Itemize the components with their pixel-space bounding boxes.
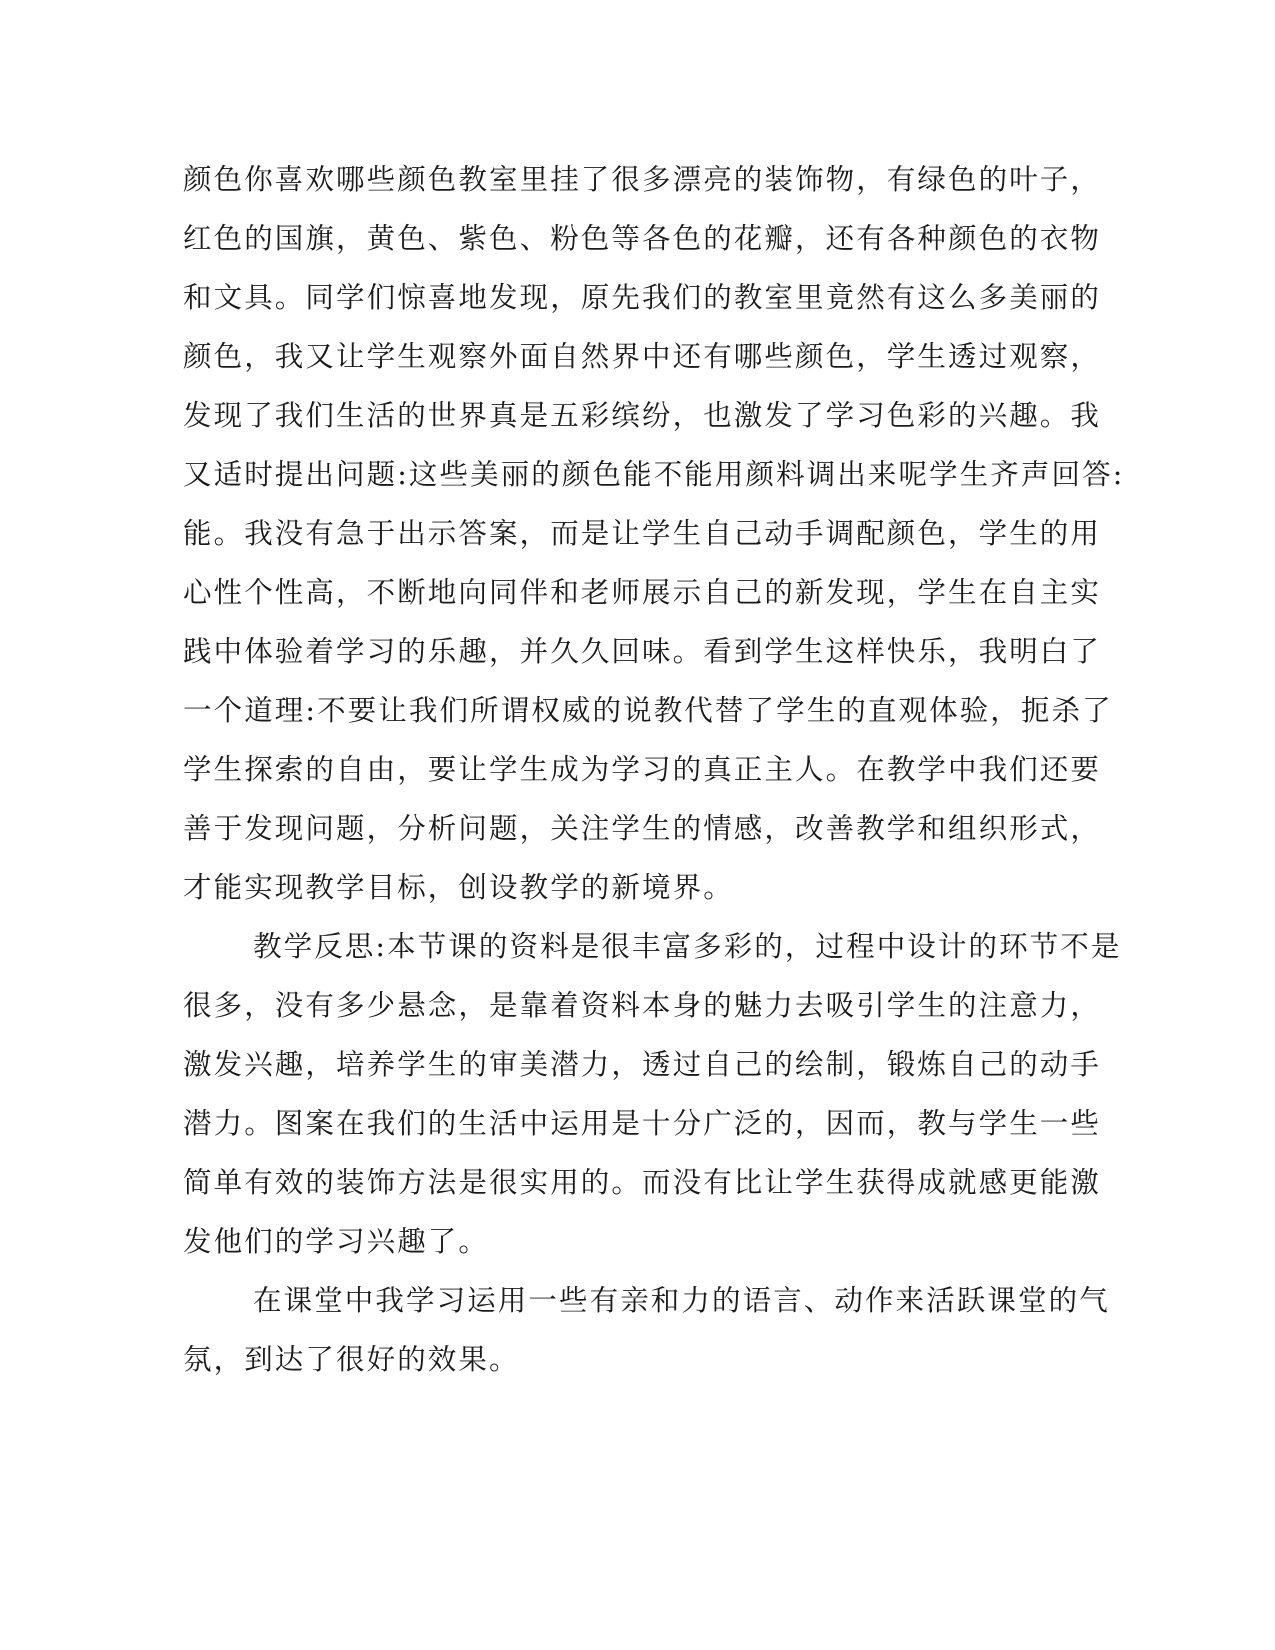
text-line: 能。我没有急于出示答案，而是让学生自己动手调配颜色，学生的用	[183, 517, 1102, 550]
text-line: 又适时提出问题:这些美丽的颜色能不能用颜料调出来呢学生齐声回答:	[183, 458, 1125, 491]
text-line: 学生探索的自由，要让学生成为学习的真正主人。在教学中我们还要	[183, 753, 1102, 786]
text-line: 一个道理:不要让我们所谓权威的说教代替了学生的直观体验，扼杀了	[183, 694, 1113, 727]
text-line: 颜色你喜欢哪些颜色教室里挂了很多漂亮的装饰物，有绿色的叶子，	[183, 163, 1102, 196]
text-line: 善于发现问题，分析问题，关注学生的情感，改善教学和组织形式，	[183, 812, 1102, 845]
text-line: 很多，没有多少悬念，是靠着资料本身的魅力去吸引学生的注意力，	[183, 989, 1102, 1022]
text-line: 发现了我们生活的世界真是五彩缤纷，也激发了学习色彩的兴趣。我	[183, 399, 1102, 432]
text-line: 才能实现教学目标，创设教学的新境界。	[183, 871, 734, 904]
paragraph-first-line: 教学反思:本节课的资料是很丰富多彩的，过程中设计的环节不是	[253, 930, 1122, 963]
text-line: 潜力。图案在我们的生活中运用是十分广泛的，因而，教与学生一些	[183, 1107, 1102, 1140]
text-line: 氛，到达了很好的效果。	[183, 1343, 520, 1376]
paragraph-first-line: 在课堂中我学习运用一些有亲和力的语言、动作来活跃课堂的气	[253, 1284, 1110, 1317]
text-line: 颜色，我又让学生观察外面自然界中还有哪些颜色，学生透过观察，	[183, 340, 1102, 373]
text-line: 红色的国旗，黄色、紫色、粉色等各色的花瓣，还有各种颜色的衣物	[183, 222, 1102, 255]
text-line: 践中体验着学习的乐趣，并久久回味。看到学生这样快乐，我明白了	[183, 635, 1102, 668]
text-line: 和文具。同学们惊喜地发现，原先我们的教室里竟然有这么多美丽的	[183, 281, 1102, 314]
text-line: 简单有效的装饰方法是很实用的。而没有比让学生获得成就感更能激	[183, 1166, 1102, 1199]
text-line: 激发兴趣，培养学生的审美潜力，透过自己的绘制，锻炼自己的动手	[183, 1048, 1102, 1081]
text-line: 心性个性高，不断地向同伴和老师展示自己的新发现，学生在自主实	[183, 576, 1102, 609]
text-line: 发他们的学习兴趣了。	[183, 1225, 490, 1258]
